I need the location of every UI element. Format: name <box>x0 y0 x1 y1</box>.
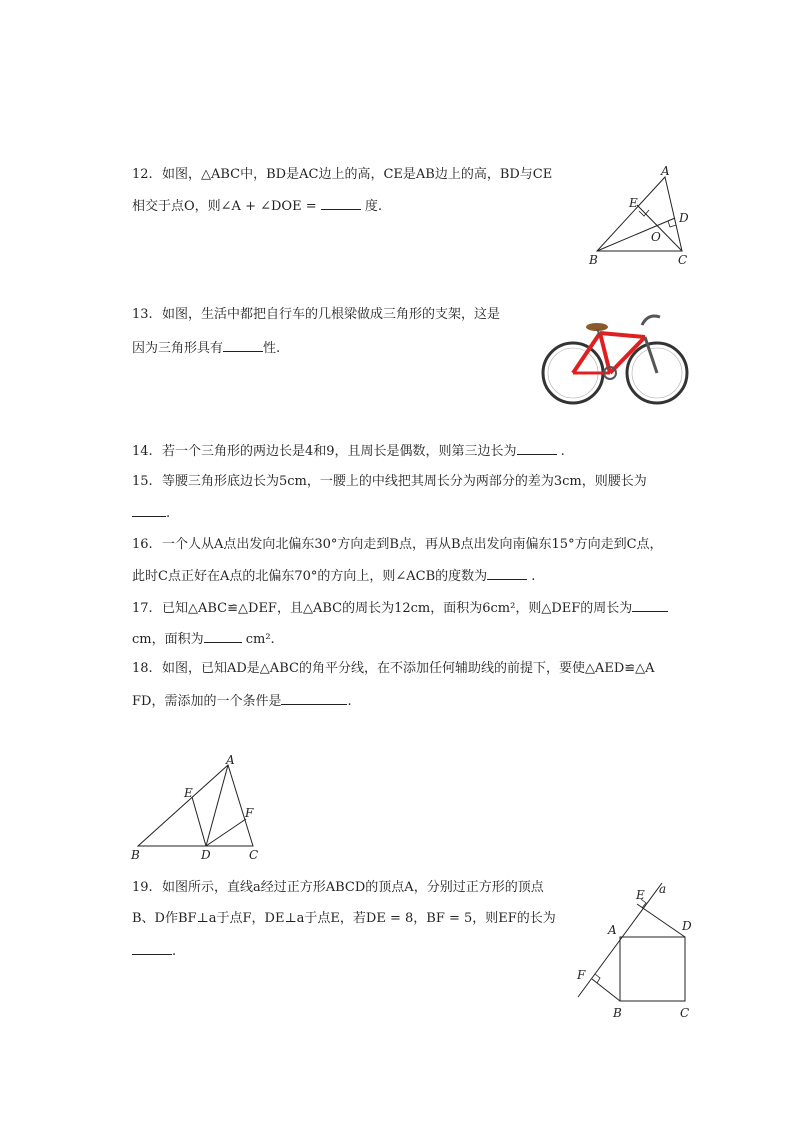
q17-line2: cm，面积为 cm². <box>132 632 275 647</box>
label-B: B <box>613 1006 622 1020</box>
q19-line1: 19. 如图所示，直线a经过正方形ABCD的顶点A，分别过正方形的顶点 <box>132 880 544 895</box>
label-E: E <box>184 786 193 800</box>
q12-text: 如图，△ABC中，BD是AC边上的高，CE是AB边上的高，BD与CE <box>162 167 553 182</box>
label-D: D <box>679 211 689 225</box>
label-a: a <box>659 882 667 896</box>
label-A: A <box>661 165 670 178</box>
label-A: A <box>608 923 617 937</box>
answer-blank[interactable] <box>223 339 263 352</box>
label-F: F <box>245 806 254 820</box>
answer-blank[interactable] <box>132 504 166 517</box>
label-E: E <box>629 196 638 210</box>
label-D: D <box>201 848 211 862</box>
q17-line1: 17. 已知△ABC≌△DEF，且△ABC的周长为12cm，面积为6cm²，则△DEF的周长为 <box>132 599 668 618</box>
label-A: A <box>226 755 235 767</box>
q19-line2: B、D作BF⊥a于点F，DE⊥a于点E，若DE = 8，BF = 5，则EF的长为 <box>132 911 556 926</box>
label-C: C <box>249 848 259 862</box>
q19-line3: . <box>132 942 176 961</box>
label-F: F <box>577 968 586 982</box>
q18-line1: 18. 如图，已知AD是△ABC的角平分线，在不添加任何辅助线的前提下，要使△AED≌△A <box>132 661 655 676</box>
figure-triangle-18 <box>128 755 268 865</box>
figure-square-19 <box>570 875 700 1025</box>
q16-line2: 此时C点正好在A点的北偏东70°的方向上，则∠ACB的度数为 . <box>132 569 536 584</box>
q15-line2: . <box>132 504 170 523</box>
answer-blank[interactable] <box>632 599 668 612</box>
answer-blank[interactable] <box>321 197 361 210</box>
q13-line2: 因为三角形具有 性. <box>132 341 281 356</box>
q14-line: 14. 若一个三角形的两边长是4和9，且周长是偶数，则第三边长为 . <box>132 444 565 459</box>
answer-blank[interactable] <box>204 630 242 643</box>
answer-blank[interactable] <box>487 567 527 580</box>
label-C: C <box>680 1006 690 1020</box>
q12-line1 <box>132 166 552 184</box>
answer-blank[interactable] <box>517 442 557 455</box>
q13-line1: 13. 如图，生活中都把自行车的几根梁做成三角形的支架，这是 <box>132 307 501 322</box>
figure-triangle-12 <box>585 165 700 270</box>
label-C: C <box>678 253 688 267</box>
label-E: E <box>636 888 645 902</box>
q12-number: 12. <box>132 167 153 182</box>
label-D: D <box>682 919 692 933</box>
answer-blank[interactable] <box>132 942 172 955</box>
q15-line1: 15. 等腰三角形底边长为5cm，一腰上的中线把其周长分为两部分的差为3cm，则腰长为 <box>132 474 647 489</box>
q18-line2: FD，需添加的一个条件是 . <box>132 694 352 709</box>
label-O: O <box>651 230 661 244</box>
answer-blank[interactable] <box>281 692 347 705</box>
label-B: B <box>589 253 598 267</box>
q16-line1: 16. 一个人从A点出发向北偏东30°方向走到B点，再从B点出发向南偏东15°方向走到C点， <box>132 537 663 552</box>
label-B: B <box>131 848 140 862</box>
bicycle-image <box>540 305 690 410</box>
q12-line2: 相交于点O，则∠A + ∠DOE = 度. <box>132 199 382 214</box>
